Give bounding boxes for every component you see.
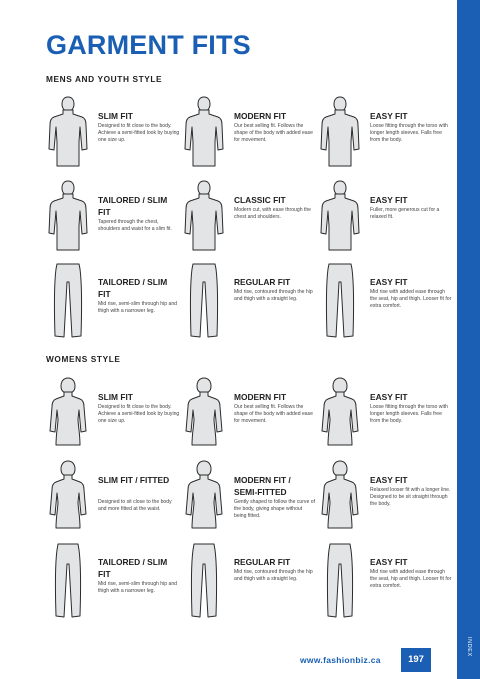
fit-description: Mid rise with added ease through the seat, hip and thigh. Looser fit for extra comfort. [370,569,452,590]
mens-pants-silhouette-icon [182,260,226,340]
fit-description: Fuller, more generous cut for a relaxed fit. [370,207,440,221]
fit-description: Mid rise, semi-slim through hip and thigh with a narrower leg. [98,301,177,315]
fit-description: Loose fitting through the torso with longer length sleeves. Falls free from the body. [370,123,448,144]
womens-shirt-silhouette-icon [318,375,362,455]
womens-shirt-silhouette-icon [318,458,362,538]
fit-name: EASY FIT [370,195,408,205]
mens-shirt-silhouette-icon [46,94,90,174]
fit-name: MODERN FIT / SEMI-FITTED [234,475,291,497]
footer-url[interactable]: www.fashionbiz.ca [300,655,381,665]
fit-card-mens [318,260,453,342]
fit-name: EASY FIT [370,475,408,485]
fit-card-womens [46,540,181,622]
mens-shirt-silhouette-icon [182,178,226,258]
fit-card-womens [182,458,317,540]
fit-name: EASY FIT [370,392,408,402]
fit-name: MODERN FIT [234,111,287,121]
fit-description: Relaxed looser fit with a longer line. Designed to be sit straight through the body. [370,487,451,508]
index-sidebar [457,0,480,679]
mens-shirt-silhouette-icon [46,178,90,258]
womens-pants-silhouette-icon [46,540,90,620]
mens-shirt-silhouette-icon [318,178,362,258]
fit-description: Gently shaped to follow the curve of the body, giving shape without being fitted. [234,499,315,520]
fit-description: Our best selling fit. Follows the shape of the body with added ease for movement. [234,123,314,144]
fit-name: TAILORED / SLIM FIT [98,557,168,579]
mens-pants-silhouette-icon [318,260,362,340]
fit-name: REGULAR FIT [234,557,291,567]
womens-pants-silhouette-icon [318,540,362,620]
fit-description: Mid rise, semi-slim through hip and thigh with a narrower leg. [98,581,177,595]
fit-card-womens [182,375,317,457]
fit-description: Mid rise, contoured through the hip and thigh with a straight leg. [234,569,313,583]
fit-card-mens [318,178,453,260]
mens-shirt-silhouette-icon [182,94,226,174]
fit-card-mens [318,94,453,176]
fit-card-womens [318,458,453,540]
page-title: GARMENT FITS [46,30,251,60]
fit-description: Designed to fit close to the body. Achieve a semi-fitted look by buying one size up. [98,123,180,144]
fit-card-womens [182,540,317,622]
fit-description: Designed to sit close to the body and more fitted at the waist. [98,499,172,513]
fit-description: Loose fitting through the torso with longer length sleeves. Falls free from the body. [370,404,448,425]
fit-name: SLIM FIT [98,111,133,121]
fit-card-mens [46,178,181,260]
fit-description: Designed to fit close to the body. Achieve a semi-fitted look by buying one size up. [98,404,180,425]
fit-name: TAILORED / SLIM FIT [98,277,168,299]
mens-pants-silhouette-icon [46,260,90,340]
fit-card-mens [182,260,317,342]
section-heading-mens: MENS AND YOUTH STYLE [46,74,163,84]
fit-description: Mid rise, contoured through the hip and thigh with a straight leg. [234,289,313,303]
fit-name: EASY FIT [370,557,408,567]
fit-card-mens [182,178,317,260]
womens-shirt-silhouette-icon [46,375,90,455]
fit-name: TAILORED / SLIM FIT [98,195,168,217]
womens-shirt-silhouette-icon [182,458,226,538]
womens-shirt-silhouette-icon [46,458,90,538]
fit-card-mens [46,94,181,176]
fit-card-mens [182,94,317,176]
fit-card-womens [318,375,453,457]
fit-card-mens [46,260,181,342]
fit-description: Tapered through the chest, shoulders and waist for a slim fit. [98,219,172,233]
fit-name: SLIM FIT / FITTED [98,475,170,485]
fit-card-womens [318,540,453,622]
womens-pants-silhouette-icon [182,540,226,620]
fit-description: Modern cut, with ease through the chest and shoulders. [234,207,312,221]
mens-shirt-silhouette-icon [318,94,362,174]
fit-name: EASY FIT [370,111,408,121]
index-label: INDEX [466,637,472,657]
fit-card-womens [46,375,181,457]
fit-description: Our best selling fit. Follows the shape of the body with added ease for movement. [234,404,314,425]
fit-name: REGULAR FIT [234,277,291,287]
page-number: 197 [401,648,431,672]
womens-shirt-silhouette-icon [182,375,226,455]
fit-card-womens [46,458,181,540]
fit-name: MODERN FIT [234,392,287,402]
fit-name: EASY FIT [370,277,408,287]
fit-description: Mid rise with added ease through the seat, hip and thigh. Looser fit for extra comfort. [370,289,452,310]
fit-name: SLIM FIT [98,392,133,402]
fit-name: CLASSIC FIT [234,195,286,205]
section-heading-womens: WOMENS STYLE [46,354,121,364]
